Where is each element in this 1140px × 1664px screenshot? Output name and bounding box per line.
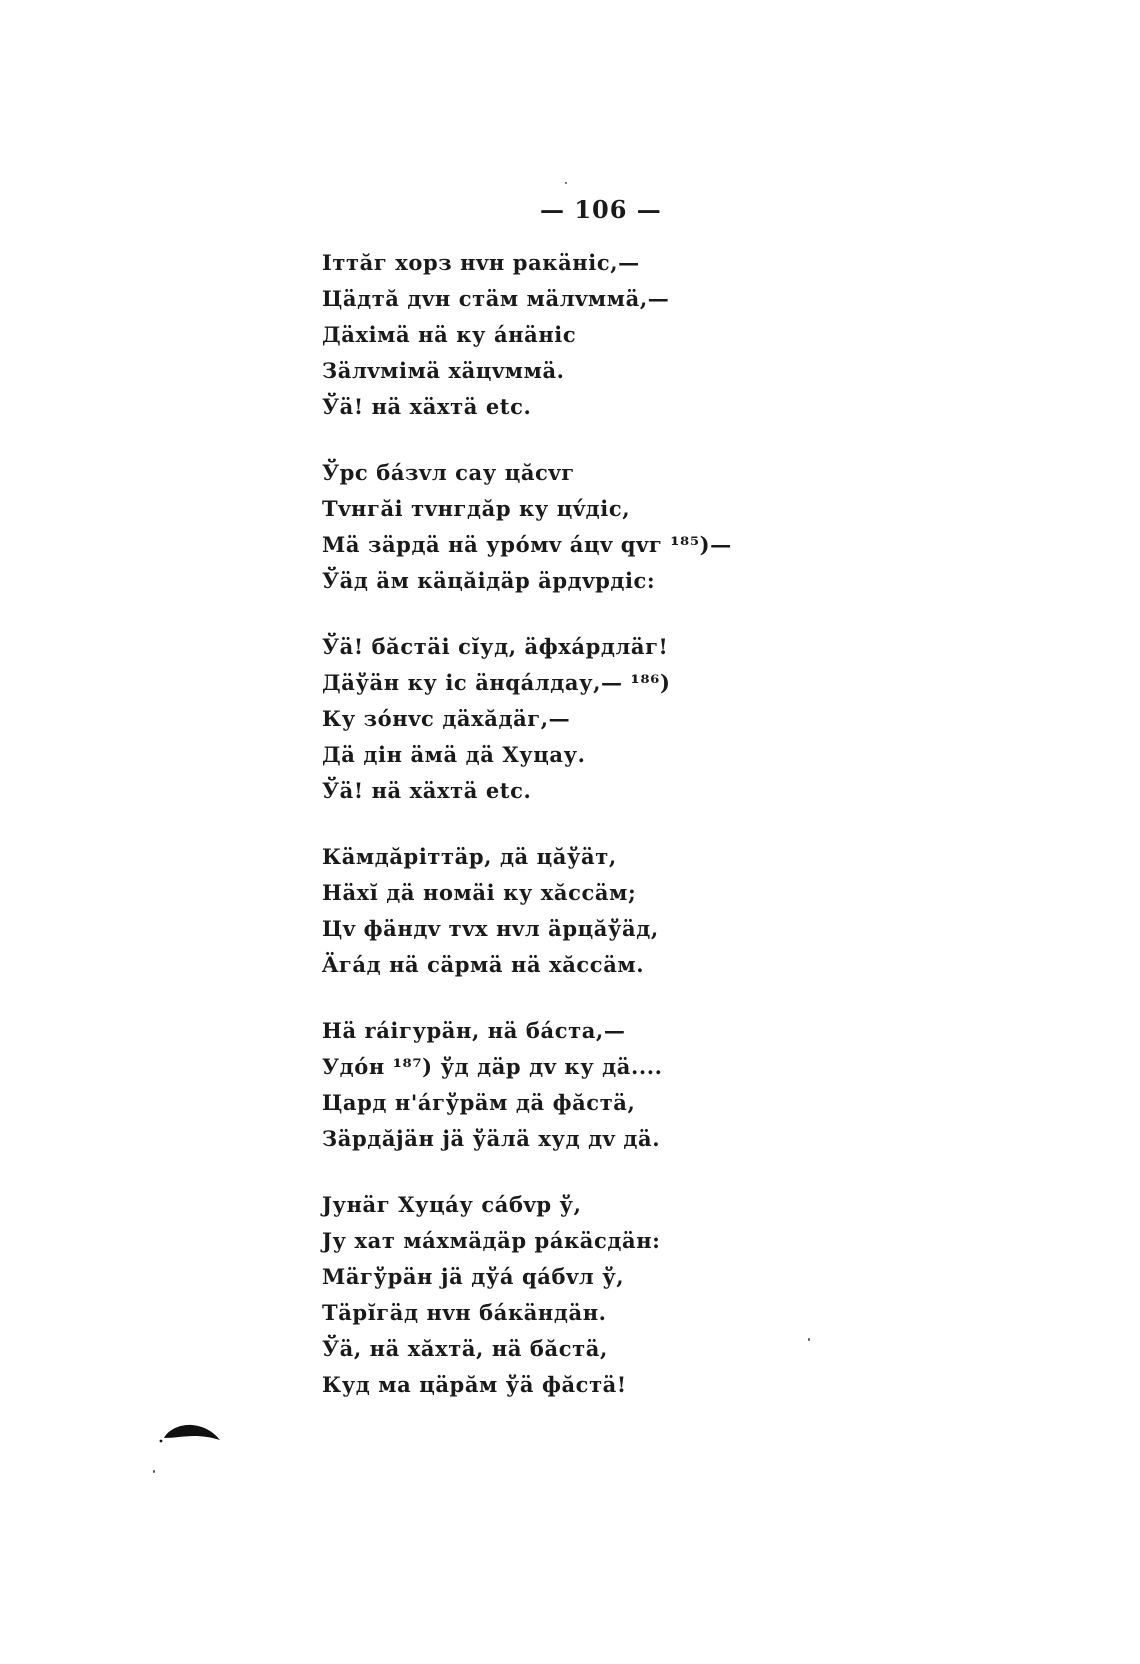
- verse-line: Удóн ¹⁸⁷) ўд дäр дv ку дä....: [322, 1054, 663, 1079]
- verse-line: Іттăг хорз нvн ракäнic,—: [322, 250, 640, 275]
- verse-line: Куд ма цäрăм ўä фăстä!: [322, 1372, 627, 1397]
- verse-line: Кäмдăріттäр, дä цăўäт,: [322, 844, 617, 869]
- verse-line: Цард н'áгўрäм дä фăстä,: [322, 1090, 636, 1115]
- verse-line: Зäлvмімä хäцvммä.: [322, 358, 565, 383]
- stanza: [322, 455, 842, 599]
- verse-line: Ўäд äм кäцăідäр äрдvрдіс:: [322, 568, 656, 593]
- ink-blot: [158, 1418, 222, 1444]
- poem-body: [322, 245, 842, 1433]
- verse-line: Ўä, нä хăхтä, нä бăстä,: [322, 1336, 608, 1361]
- verse-line: Нä ráігурäн, нä бáста,—: [322, 1018, 626, 1043]
- stanza: [322, 839, 842, 983]
- stanza: [322, 1013, 842, 1157]
- verse-line: Цv фäндv тvх нvл äрцăўäд,: [322, 916, 659, 941]
- verse-line: Ју хат мáхмäдäр рáкäсдäн:: [322, 1228, 661, 1253]
- verse-line: Ўä! бăстäі сĭуд, äфхáрдлäг!: [322, 634, 669, 659]
- verse-line: Ўрс бáзvл сау цăсvг: [322, 460, 575, 485]
- paper-speck: [153, 1470, 155, 1473]
- verse-line: Ўä! нä хäхтä etc.: [322, 394, 532, 419]
- verse-line: Дäўäн ку іс äнqáлдау,— ¹⁸⁶): [322, 670, 671, 695]
- stanza: [322, 629, 842, 809]
- verse-line: Мä зäрдä нä урóмv áцv qvг ¹⁸⁵)—: [322, 532, 732, 557]
- page-number: — 106 —: [540, 195, 662, 224]
- verse-line: Нäхĭ дä номäі ку хăссäм;: [322, 880, 637, 905]
- verse-line: Дäхімä нä ку áнäнic: [322, 322, 577, 347]
- verse-line: Ўä! нä хäхтä etc.: [322, 778, 532, 803]
- stanza: [322, 1187, 842, 1403]
- paper-speck: [808, 1338, 810, 1341]
- verse-line: Дä дін äмä дä Хуцау.: [322, 742, 586, 767]
- verse-line: Äгáд нä сäрмä нä хăссäм.: [322, 952, 645, 977]
- verse-line: Тvнгăі тvнгдăр ку цv́дic,: [322, 496, 631, 521]
- stanza: [322, 245, 842, 425]
- verse-line: Јунäг Хуцáу сáбvр ў,: [322, 1192, 582, 1217]
- verse-line: Цäдтă дvн стäм мäлvммä,—: [322, 286, 670, 311]
- paper-speck: [565, 182, 567, 184]
- verse-line: Зäрдăјäн јä ўäлä худ дv дä.: [322, 1126, 661, 1151]
- verse-line: Мäгўрäн јä дўá qáбvл ў,: [322, 1264, 625, 1289]
- verse-line: Ку зóнvс дäхăдäг,—: [322, 706, 571, 731]
- verse-line: Тäрĭгäд нvн бáкäндäн.: [322, 1300, 607, 1325]
